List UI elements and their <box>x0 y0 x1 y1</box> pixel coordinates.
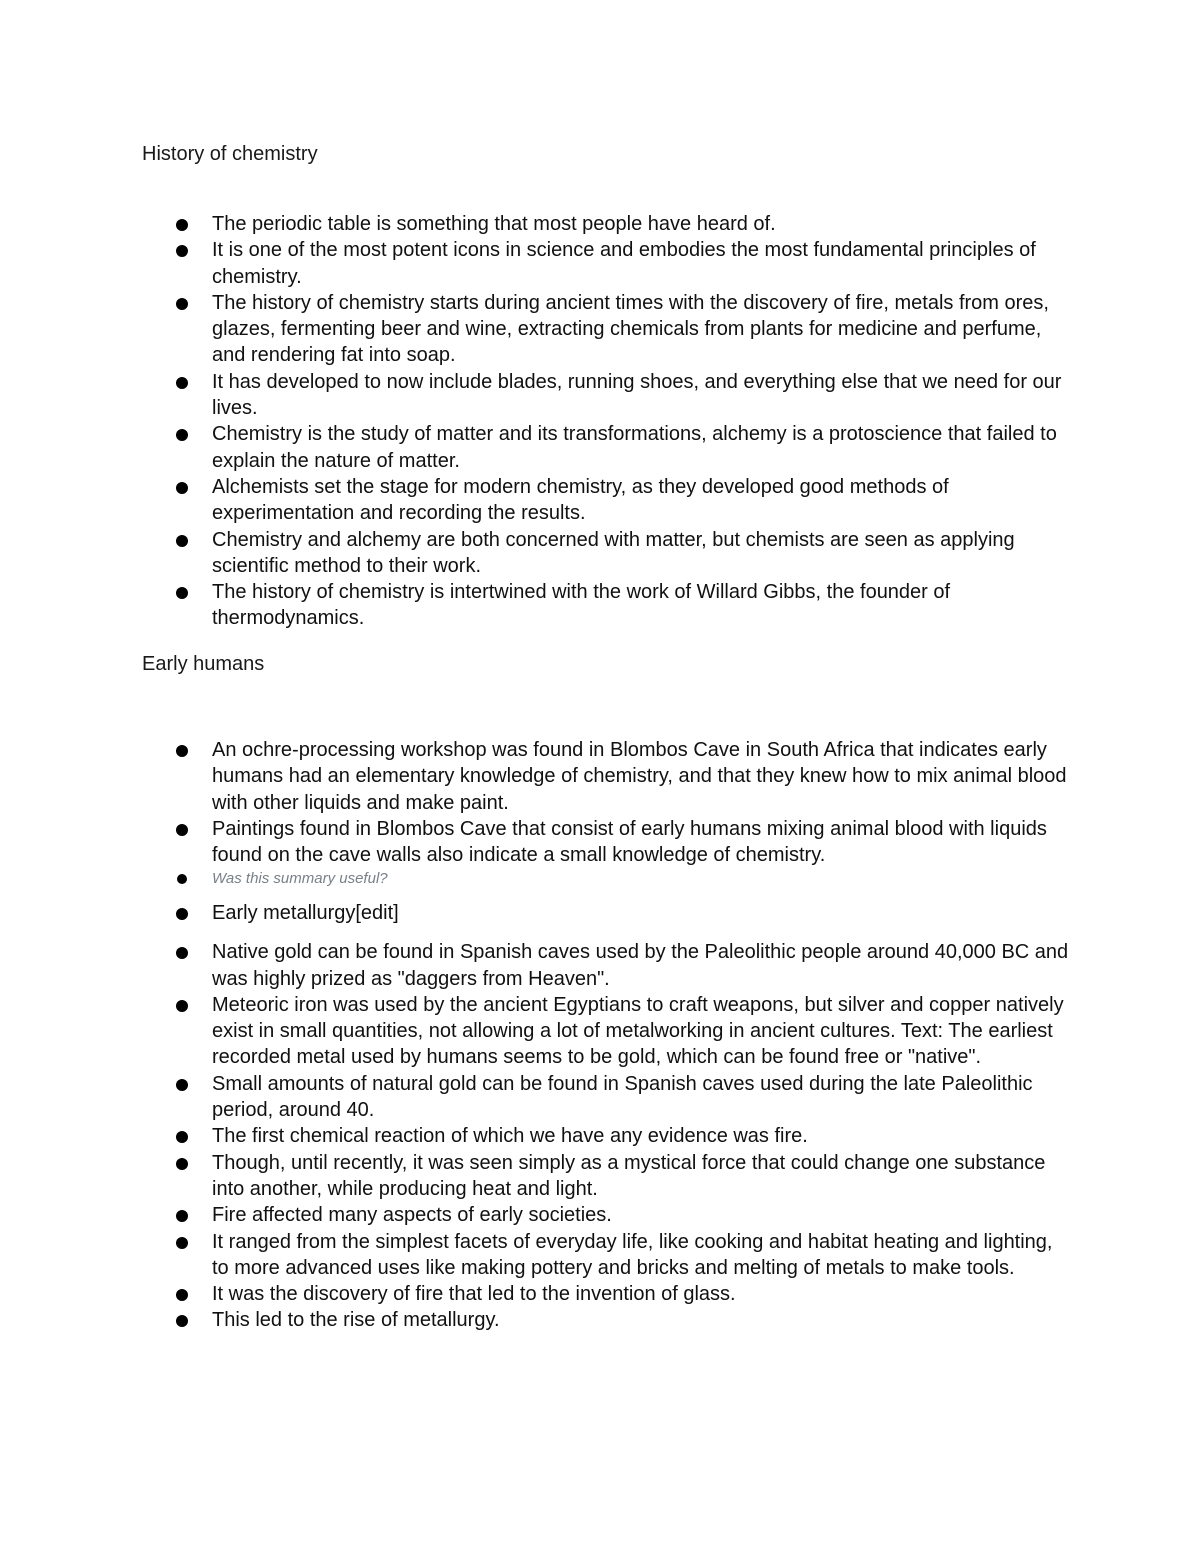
list-item-text: Native gold can be found in Spanish caves used by the Paleolithic people around 40,000 BC and was highly prized as "daggers from Heaven". <box>212 941 1069 990</box>
list-item <box>0 211 1072 237</box>
list-item <box>0 527 1072 580</box>
subheading-early-metallurgy: Early metallurgy[edit] <box>212 902 399 924</box>
bullet-icon <box>176 1158 188 1170</box>
list-item <box>0 237 1072 290</box>
list-item-text: The history of chemistry is intertwined with the work of Willard Gibbs, the founder of thermodynamics. <box>212 581 951 630</box>
list-item <box>0 816 1072 869</box>
list-item <box>0 421 1072 474</box>
bullet-icon <box>176 1131 188 1143</box>
list-item <box>0 290 1072 369</box>
list-item-text: Though, until recently, it was seen simply as a mystical force that could change one substance into another, while producing heat and light. <box>212 1151 1046 1200</box>
section-heading-history: History of chemistry <box>142 143 318 165</box>
list-item <box>0 1150 1072 1203</box>
bullet-icon <box>176 745 188 757</box>
list-item-text: Paintings found in Blombos Cave that consist of early humans mixing animal blood with liquids found on the cave walls also indicate a small knowledge of chemistry. <box>212 817 1047 867</box>
list-item-text: Meteoric iron was used by the ancient Egyptians to craft weapons, but silver and copper natively exist in small quantities, not allowing a lot of metalworking in ancient cultures. Text: The earliest recorded metal used by humans seems to be gold, which can be found free or "native". <box>212 993 1064 1069</box>
list-item <box>0 1281 1072 1307</box>
bullet-icon <box>177 874 187 884</box>
bullet-icon <box>176 908 188 920</box>
bullet-icon <box>176 219 188 231</box>
list-item <box>0 369 1072 422</box>
bullet-icon <box>176 298 188 310</box>
list-item <box>0 1229 1072 1282</box>
bullet-icon <box>176 1289 188 1301</box>
subheading-item <box>0 900 1072 926</box>
list-item-text: Small amounts of natural gold can be found in Spanish caves used during the late Paleolithic period, around 40. <box>212 1072 1033 1122</box>
bullet-icon <box>176 482 188 494</box>
feedback-prompt-item[interactable] <box>0 868 1072 890</box>
bullet-icon <box>176 1315 188 1327</box>
list-item <box>0 1307 1072 1333</box>
list-item <box>0 1071 1072 1124</box>
list-item-text: It ranged from the simplest facets of everyday life, like cooking and habitat heating and lighting, to more advanced uses like making pottery and bricks and melting of metals to make tools. <box>212 1230 1053 1279</box>
list-item-text: The periodic table is something that most people have heard of. <box>212 213 776 235</box>
bullet-icon <box>176 587 188 599</box>
feedback-prompt-link[interactable]: Was this summary useful? <box>212 870 388 888</box>
bullet-icon <box>176 947 188 959</box>
list-item-text: Alchemists set the stage for modern chemistry, as they developed good methods of experimentation and recording the results. <box>212 475 949 525</box>
list-item-text: This led to the rise of metallurgy. <box>212 1309 500 1332</box>
section-heading-early-humans: Early humans <box>142 653 265 675</box>
list-item-text: Chemistry is the study of matter and its transformations, alchemy is a protoscience that failed to explain the nature of matter. <box>212 423 1057 472</box>
bullet-icon <box>176 245 188 257</box>
list-item-text: The history of chemistry starts during ancient times with the discovery of fire, metals from ores, glazes, fermenting beer and wine, extracting chemicals from plants for medicine and perfume, and rendering fat into soap. <box>212 291 1049 367</box>
list-item-text: The first chemical reaction of which we have any evidence was fire. <box>212 1125 808 1148</box>
list-item <box>0 939 1072 992</box>
bullet-icon <box>176 824 188 836</box>
list-item <box>0 474 1072 527</box>
early-humans-bullet-list <box>0 737 1200 896</box>
bullet-icon <box>176 1237 188 1249</box>
metallurgy-bullet-list <box>0 900 1200 1334</box>
list-item-text: Chemistry and alchemy are both concerned with matter, but chemists are seen as applying scientific method to their work. <box>212 528 1015 577</box>
list-item-text: An ochre-processing workshop was found in Blombos Cave in South Africa that indicates early humans had an elementary knowledge of chemistry, and that they knew how to mix animal blood with other liquids and make paint. <box>212 739 1067 814</box>
bullet-icon <box>176 1210 188 1222</box>
bullet-icon <box>176 535 188 547</box>
list-item-text: It was the discovery of fire that led to the invention of glass. <box>212 1283 736 1306</box>
list-item-text: Fire affected many aspects of early societies. <box>212 1204 612 1227</box>
list-item <box>0 737 1072 816</box>
list-item <box>0 992 1072 1071</box>
list-item <box>0 1202 1072 1228</box>
list-item <box>0 579 1072 632</box>
bullet-icon <box>176 1000 188 1012</box>
bullet-icon <box>176 1079 188 1091</box>
list-item <box>0 1123 1072 1149</box>
list-item-text: It has developed to now include blades, running shoes, and everything else that we need for our lives. <box>212 370 1062 420</box>
list-item-text: It is one of the most potent icons in science and embodies the most fundamental principles of chemistry. <box>212 239 1036 288</box>
bullet-icon <box>176 429 188 441</box>
bullet-icon <box>176 377 188 389</box>
history-bullet-list <box>0 211 1200 632</box>
